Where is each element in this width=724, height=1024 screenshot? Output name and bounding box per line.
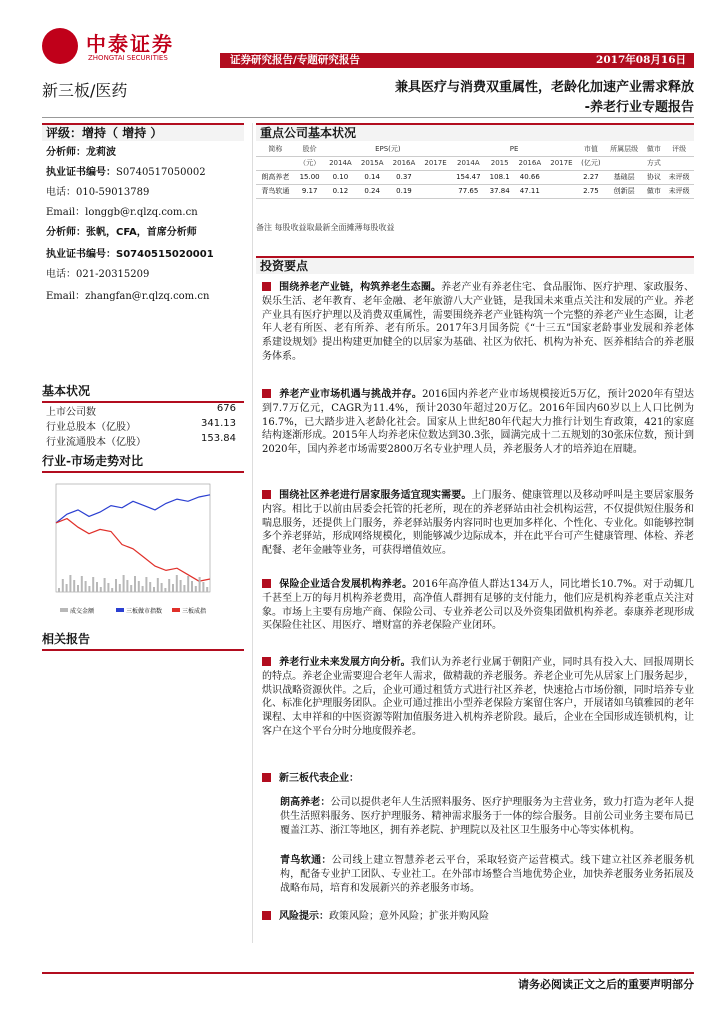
- volume-bar: [199, 577, 201, 592]
- volume-bar: [183, 585, 185, 592]
- basic-row: 行业流通股本（亿股） 153.84: [46, 433, 236, 448]
- basic-status-title: 基本状况: [42, 382, 244, 403]
- legend-swatch: [172, 608, 180, 612]
- legend-swatch: [60, 608, 68, 612]
- legend-swatch: [116, 608, 124, 612]
- bullet-icon: [262, 773, 271, 782]
- report-subtitle: -养老行业专题报告: [584, 100, 694, 115]
- logo-en-text: ZHONGTAI SECURITIES: [88, 54, 168, 62]
- volume-bar: [111, 588, 113, 592]
- related-reports-title: 相关报告: [42, 630, 244, 651]
- rating-label: 评级：: [46, 126, 83, 140]
- series-line-0: [56, 495, 210, 523]
- volume-bar: [115, 579, 117, 592]
- volume-bar: [58, 588, 60, 592]
- volume-bar: [202, 582, 204, 592]
- point-paragraph: 保险企业适合发展机构养老。2016年高净值人群达134万人，同比增长10.7%。对于动辄几千甚至上万的每月机构养老费用，高净值人群拥有足够的支付能力，他们应是机构养老重点关注对象。市场上主要有房地产商、保险公司、专业养老公司以及外资集团做机构养老。泰康养老现形成买保险住社区、用医疗、增财富的养老保险产业闭环。: [262, 579, 695, 632]
- point-paragraph: 围绕养老产业链，构筑养老生态圈。养老产业有养老住宅、食品服饰、医疗护理、家政服务、娱乐生活、老年教育、老年金融、老年旅游八大产业链，是我国未来重点关注和发展的产业。养老产业具有医疗护理以及消费双重属性，需要围绕养老产业链构筑一个完整的养老产业生态圈，让老年人老有所医、老有所养、老有所乐。2017年3月国务院《“十三五”国家老龄事业发展和养老体系建设规划》提出构建更加健全的以居家为基础、社区为依托、机构为补充、医养相结合的养老服务体系。: [262, 282, 695, 362]
- volume-bar: [104, 578, 106, 592]
- volume-bar: [88, 586, 90, 592]
- volume-bar: [138, 581, 140, 592]
- report-type-bar: [220, 53, 694, 68]
- table-note: 备注 每股收益取最新全面摊薄每股收益: [256, 223, 395, 232]
- volume-bar: [172, 584, 174, 592]
- analyst-line: Email：zhangfan@r.qlzq.com.cn: [46, 291, 210, 302]
- table-header-row: （元） 2014A 2015A 2016A 2017E 2014A 2015 2016A 2017E (亿元) 方式: [256, 156, 694, 170]
- trend-title: 行业-市场走势对比: [42, 452, 244, 473]
- volume-bar: [123, 575, 125, 592]
- legend-label: 成交金额: [70, 608, 95, 615]
- volume-bar: [157, 578, 159, 592]
- volume-bar: [77, 585, 79, 592]
- table-row: 青鸟软通 9.17 0.12 0.24 0.19 77.65 37.84 47.11 2.75 创新层 做市 未评级: [256, 184, 694, 198]
- volume-bar: [191, 581, 193, 592]
- logo-cn-text: 中泰证券: [86, 32, 174, 56]
- table-row: 朗高养老 15.00 0.10 0.14 0.37 154.47 108.1 40.66 2.27 基础层 协议 未评级: [256, 170, 694, 184]
- volume-bar: [153, 587, 155, 592]
- risk-paragraph: 风险提示：政策风险；意外风险；扩张并购风险: [262, 910, 694, 924]
- volume-bar: [176, 575, 178, 592]
- bullet-icon: [262, 657, 271, 666]
- volume-bar: [69, 575, 71, 592]
- column-divider: [252, 123, 253, 943]
- rating-value: 增持（ 增持 ）: [82, 126, 163, 140]
- company-logo: [42, 26, 192, 70]
- volume-bar: [164, 588, 166, 592]
- analyst-line: 电话：021-20315209: [46, 269, 150, 280]
- investment-points-bar: 投资要点: [256, 256, 694, 274]
- rating-bar: [42, 123, 244, 141]
- analyst-line: 分析师：龙莉波: [46, 147, 116, 158]
- volume-bar: [66, 584, 68, 592]
- basic-row: 行业总股本（亿股） 341.13: [46, 418, 236, 433]
- series-line-1: [56, 519, 210, 582]
- volume-bar: [126, 580, 128, 592]
- basic-row: 上市公司数 676: [46, 403, 236, 418]
- analyst-line: 执业证书编号：S0740517050002: [46, 167, 206, 178]
- volume-bar: [206, 587, 208, 592]
- point-paragraph: 养老产业市场机遇与挑战并存。2016国内养老产业市场规模接近5万亿，预计2020年有望达到7.7万亿元，CAGR为11.4%，预计2030年超过20万亿。2016年国内60岁以上人口比例为16.7%，已大踏步进入老龄化社会。国家从上世纪80年代起大力推行计划生育政策，421的家庭结构逐渐形成。2015年人均养老床位数达到30.3张，圆满完成十二五规划的30张床位数，预计到2020年，国内养老市场需要2800万名专业护理人员，养老服务人才的培养迫在眉睫。: [262, 389, 695, 456]
- volume-bar: [96, 582, 98, 592]
- volume-bar: [85, 581, 87, 592]
- volume-bar: [119, 584, 121, 592]
- trend-chart: [42, 474, 244, 622]
- report-date: 2017年08月16日: [596, 54, 686, 66]
- report-type: 证券研究报告/专题研究报告: [230, 54, 360, 66]
- point-paragraph: 新三板代表企业：: [262, 772, 694, 786]
- volume-bar: [107, 583, 109, 592]
- volume-bar: [195, 586, 197, 592]
- company-table: [256, 142, 694, 199]
- volume-bar: [100, 587, 102, 592]
- point-paragraph: 养老行业未来发展方向分析。我们认为养老行业属于朝阳产业，同时具有投入大、回报周期长的特点。养老企业需要迎合老年人需求，做精裁的养老服务。养老企业可先从居家上门服务起步，烘识战略资源伙伴。之后，企业可通过租赁方式进行社区养老，快速抢占市场份额，同时培养专业化、标准化护理服务团队。企业可通过推出小型养老保险方案留住客户，开展诸如乌镇雅园的老年课程、太申祥和的中医资源等附加值服务进入机构养老阶段。最后，企业在全国形成连锁机构，让客户在这个平台分时分地度假养老。: [262, 657, 695, 737]
- volume-bar: [73, 580, 75, 592]
- table-header-row: 简称 股价 EPS(元) PE 市值 所属层级 做市 评级: [256, 142, 694, 156]
- analyst-line: 执业证书编号：S0740515020001: [46, 249, 214, 260]
- volume-bar: [180, 580, 182, 592]
- analyst-line: 电话：010-59013789: [46, 187, 150, 198]
- bullet-icon: [262, 579, 271, 588]
- bullet-icon: [262, 282, 271, 291]
- volume-bar: [168, 579, 170, 592]
- bullet-icon: [262, 389, 271, 398]
- analyst-line: 分析师：张帆，CFA，首席分析师: [46, 227, 197, 238]
- rep-company: 青鸟软通：公司线上建立智慧养老云平台，采取轻资产运营模式。线下建立社区养老服务机构，配备专业护工团队、专业社工。在外部市场整合当地优势企业，加快养老服务业务拓展及战略布局，培育和发展新兴的养老服务市场。: [280, 855, 695, 894]
- report-title: 兼具医疗与消费双重属性，老龄化加速产业需求释放: [394, 80, 694, 95]
- footer-rule: [42, 972, 694, 974]
- chart-frame: [56, 484, 210, 592]
- company-status-bar: 重点公司基本状况: [256, 123, 694, 141]
- rep-company: 朗高养老：公司以提供老年人生活照料服务、医疗护理服务为主营业务，致力打造为老年人提供生活照料服务、医疗护理服务、精神需求服务于一体的综合服务。目前公司业务主要布局已覆盖江苏、浙江等地区，拥有养老院、护理院以及社区卫生服务中心等实体机构。: [280, 797, 694, 836]
- volume-bar: [130, 585, 132, 592]
- volume-bar: [81, 576, 83, 592]
- analyst-line: Email：longgb@r.qlzq.com.cn: [46, 207, 198, 218]
- volume-bar: [187, 576, 189, 592]
- volume-bar: [92, 577, 94, 592]
- logo-mark-icon: [42, 28, 78, 64]
- volume-bar: [62, 579, 64, 592]
- legend-label: 三板成指: [182, 608, 207, 615]
- volume-bar: [134, 576, 136, 592]
- bullet-icon: [262, 490, 271, 499]
- board-label: 新三板/医药: [42, 81, 128, 100]
- footer-disclaimer: 请务必阅读正文之后的重要声明部分: [518, 978, 694, 991]
- volume-bar: [142, 586, 144, 592]
- point-paragraph: 围绕社区养老进行居家服务适宜现实需要。上门服务、健康管理以及移动呼叫是主要居家服务内容。相比于以前由居委会托管的托老所，现在的养老驿站由社会机构运营，不仅提供短住服务和喘息服务，还提供上门服务，养老驿站服务内容同时也更加多样化、个性化、专业化。如能够控制多个养老驿站，形成网络规模化，则能够减少边际成本，并在此平台可产生健康管理、体检、养老配餐、老年金融等业务，可获得增值效应。: [262, 490, 695, 557]
- volume-bar: [149, 582, 151, 592]
- volume-bar: [145, 577, 147, 592]
- bullet-icon: [262, 911, 271, 920]
- header-divider: [42, 117, 694, 118]
- volume-bar: [161, 583, 163, 592]
- legend-label: 三板做市指数: [126, 608, 163, 615]
